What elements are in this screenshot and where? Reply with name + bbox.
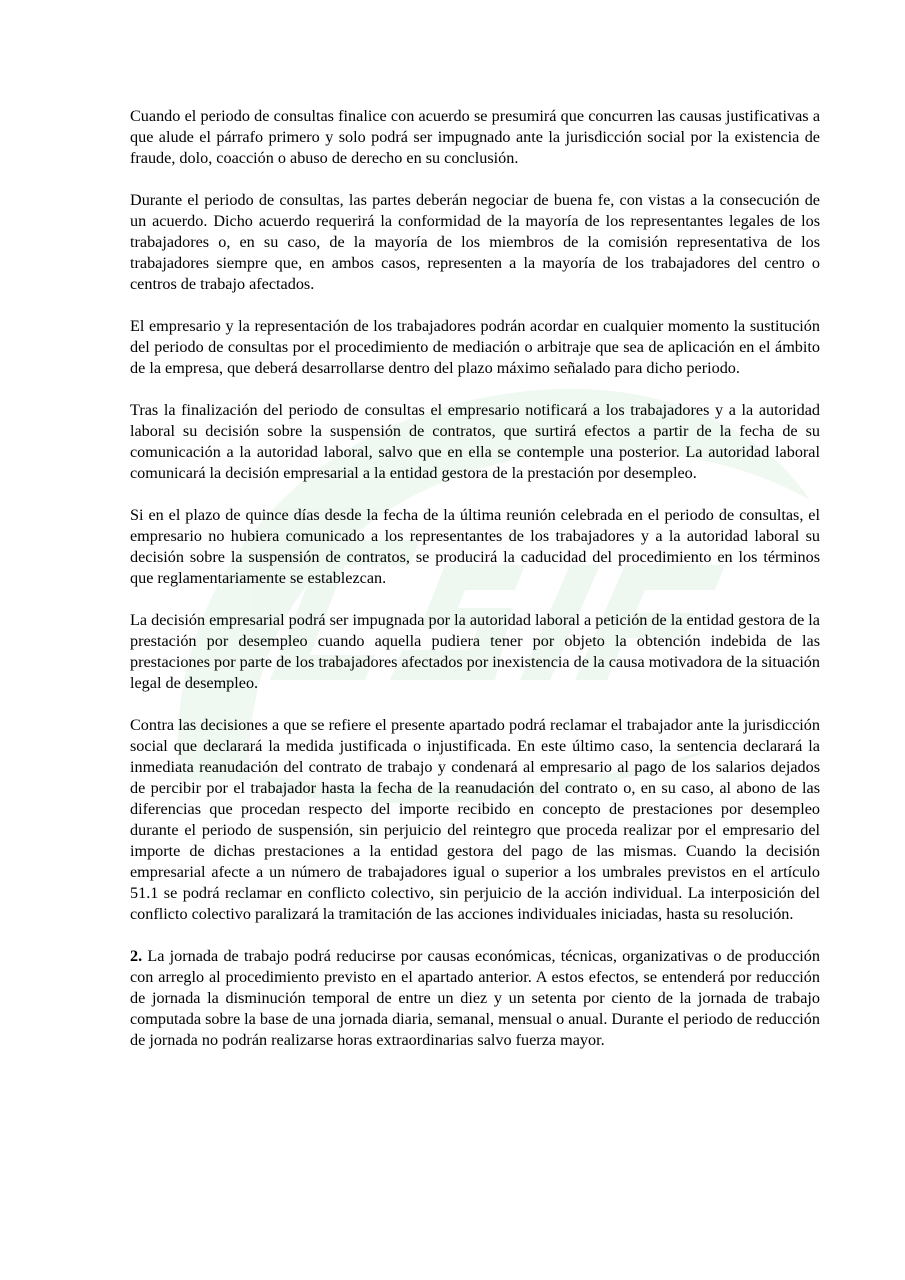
paragraph-number: 2. [130,947,143,965]
paragraph-caducidad: Si en el plazo de quince días desde la fecha de la última reunión celebrada en el periodo de consultas, el empresario no hubiera comunicado a los representantes de los trabajadores y a la autoridad laboral su decisión sobre la suspensión de contratos, se producirá la caducidad del procedimiento en los términos que reglamentariamente se establezcan. [130,506,820,587]
paragraph-consultas-acuerdo: Cuando el periodo de consultas finalice con acuerdo se presumirá que concurren las causas justificativas a que alude el párrafo primero y solo podrá ser impugnado ante la jurisdicción social por la existencia de fraude, dolo, coacción o abuso de derecho en su conclusión. [130,107,820,167]
document-body [130,106,820,1072]
paragraph-mediacion-arbitraje: El empresario y la representación de los trabajadores podrán acordar en cualquier momento la sustitución del periodo de consultas por el procedimiento de mediación o arbitraje que sea de aplicación en el ámbito de la empresa, que deberá desarrollarse dentro del plazo máximo señalado para dicho periodo. [130,317,820,377]
paragraph-notificacion: Tras la finalización del periodo de consultas el empresario notificará a los trabajadores y a la autoridad laboral su decisión sobre la suspensión de contratos, que surtirá efectos a partir de la fecha de su comunicación a la autoridad laboral, salvo que en ella se contemple una posterior. La autoridad laboral comunicará la decisión empresarial a la entidad gestora de la prestación por desempleo. [130,401,820,482]
paragraph-reclamacion: Contra las decisiones a que se refiere el presente apartado podrá reclamar el trabajador ante la jurisdicción social que declarará la medida justificada o injustificada. En este último caso, la sentencia declarará la inmediata reanudación del contrato de trabajo y condenará al empresario al pago de los salarios dejados de percibir por el trabajador hasta la fecha de la reanudación del contrato o, en su caso, al abono de las diferencias que procedan respecto del importe recibido en concepto de prestaciones por desempleo durante el periodo de suspensión, sin perjuicio del reintegro que proceda realizar por el empresario del importe de dichas prestaciones a la entidad gestora del pago de las mismas. Cuando la decisión empresarial afecte a un número de trabajadores igual o superior a los umbrales previstos en el artículo 51.1 se podrá reclamar en conflicto colectivo, sin perjuicio de la acción individual. La interposición del conflicto colectivo paralizará la tramitación de las acciones individuales iniciadas, hasta su resolución. [130,716,820,923]
paragraph-reduccion-jornada [130,946,820,1051]
paragraph-impugnacion: La decisión empresarial podrá ser impugnada por la autoridad laboral a petición de la entidad gestora de la prestación por desempleo cuando aquella pudiera tener por objeto la obtención indebida de las prestaciones por parte de los trabajadores afectados por inexistencia de la causa motivadora de la situación legal de desempleo. [130,611,820,692]
paragraph-reduccion-text: La jornada de trabajo podrá reducirse por causas económicas, técnicas, organizativas o de producción con arreglo al procedimiento previsto en el apartado anterior. A estos efectos, se entenderá por reducción de jornada la disminución temporal de entre un diez y un setenta por ciento de la jornada de trabajo computada sobre la base de una jornada diaria, semanal, mensual o anual. Durante el periodo de reducción de jornada no podrán realizarse horas extraordinarias salvo fuerza mayor. [130,947,820,1049]
paragraph-buena-fe: Durante el periodo de consultas, las partes deberán negociar de buena fe, con vistas a la consecución de un acuerdo. Dicho acuerdo requerirá la conformidad de la mayoría de los representantes legales de los trabajadores o, en su caso, de la mayoría de los miembros de la comisión representativa de los trabajadores siempre que, en ambos casos, representen a la mayoría de los trabajadores del centro o centros de trabajo afectados. [130,191,820,293]
